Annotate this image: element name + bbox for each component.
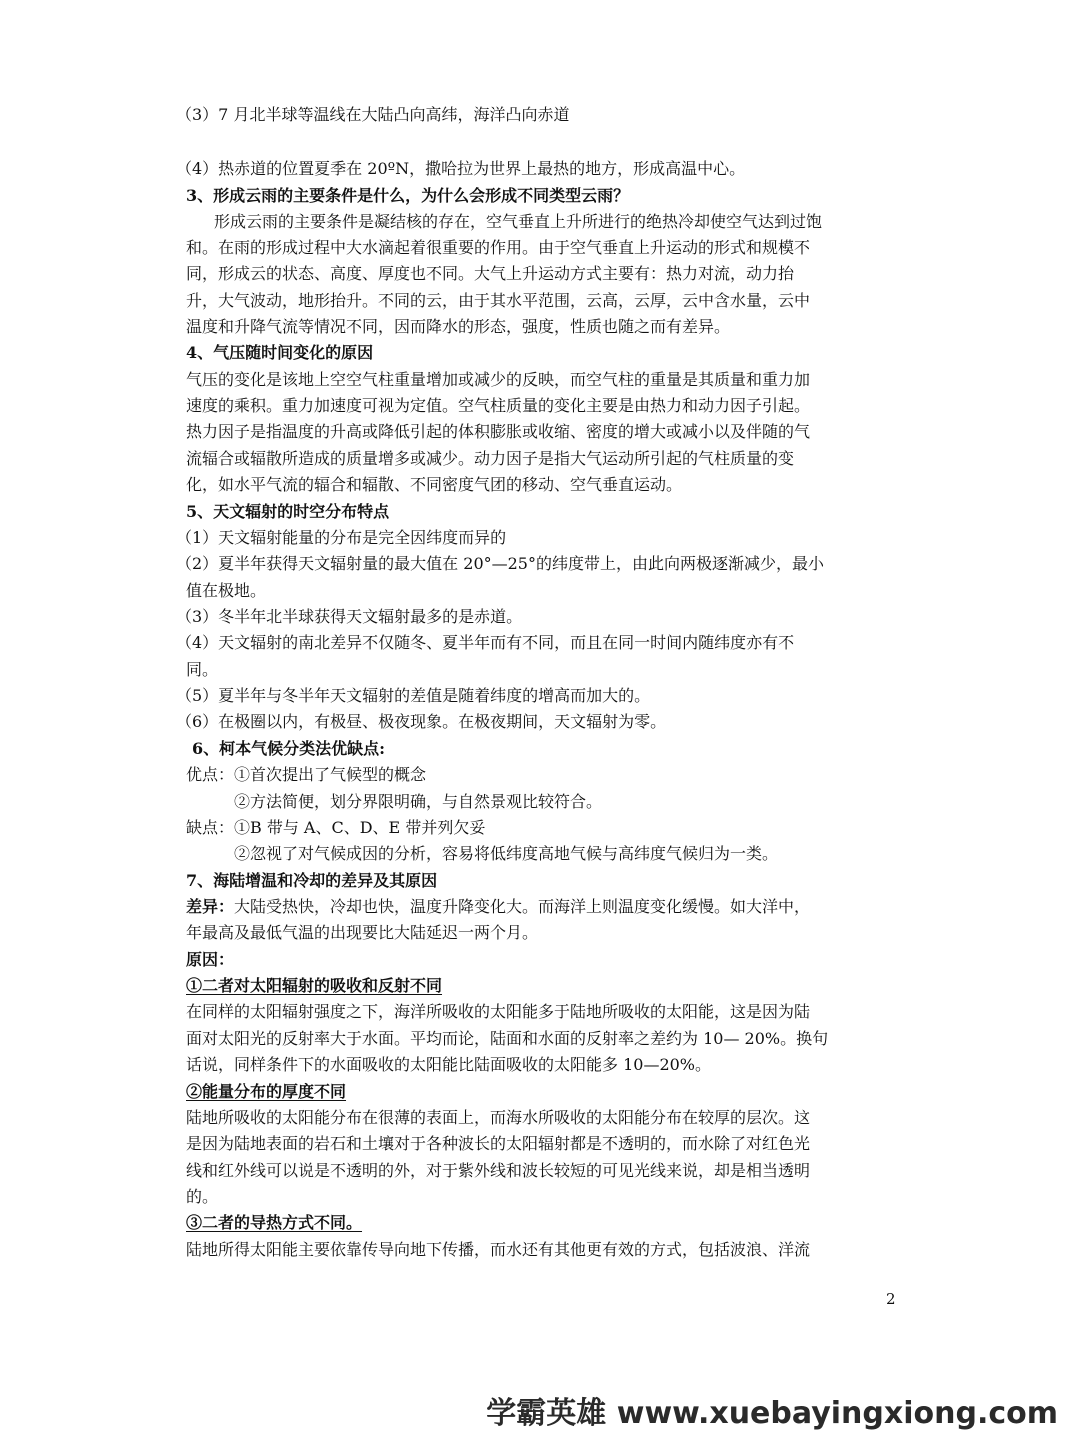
text-line: ②忽视了对气候成因的分析，容易将低纬度高地气候与高纬度气候归为一类。 [234,844,779,863]
text-line: 在同样的太阳辐射强度之下，海洋所吸收的太阳能多于陆地所吸收的太阳能，这是因为陆 [186,1002,811,1021]
text-line: 速度的乘积。重力加速度可视为定值。空气柱质量的变化主要是由热力和动力因子引起。 [186,396,811,415]
text-line: 气压的变化是该地上空空气柱重量增加或减少的反映，而空气柱的重量是其质量和重力加 [186,370,811,389]
text-line: 缺点：①B 带与 A、C、D、E 带并列欠妥 [186,818,486,837]
text-line: （4）天文辐射的南北差异不仅随冬、夏半年而有不同，而且在同一时间内随纬度亦有不 [176,633,795,652]
section-heading: 5、天文辐射的时空分布特点 [186,502,390,521]
text-line: （2）夏半年获得天文辐射量的最大值在 20°—25°的纬度带上，由此向两极逐渐减少，最小 [176,554,824,573]
section-heading: 4、气压随时间变化的原因 [186,343,374,362]
text-line: 化，如水平气流的辐合和辐散、不同密度气团的移动、空气垂直运动。 [186,475,683,494]
diff-label: 差异： [186,897,235,916]
text-line: （6）在极圈以内，有极昼、极夜现象。在极夜期间，天文辐射为零。 [176,712,667,731]
section-heading: 7、海陆增温和冷却的差异及其原因 [186,871,438,890]
text-line: 陆地所得太阳能主要依靠传导向地下传播，而水还有其他更有效的方式，包括波浪、洋流 [186,1240,811,1259]
text-line: 面对太阳光的反射率大于水面。平均而论，陆面和水面的反射率之差约为 10— 20%。换句 [186,1029,829,1048]
sub-heading: ②能量分布的厚度不同 [186,1082,347,1101]
text-line: （1）天文辐射能量的分布是完全因纬度而异的 [176,528,507,547]
sub-heading: ①二者对太阳辐射的吸收和反射不同 [186,976,443,995]
text-line: ②方法简便，划分界限明确，与自然景观比较符合。 [234,792,603,811]
text-line: 热力因子是指温度的升高或降低引起的体积膨胀或收缩、密度的增大或减小以及伴随的气 [186,422,811,441]
text-line: （5）夏半年与冬半年天文辐射的差值是随着纬度的增高而加大的。 [176,686,651,705]
text-line: 线和红外线可以说是不透明的外，对于紫外线和波长较短的可见光线来说，却是相当透明 [186,1161,811,1180]
section-heading: 6、柯本气候分类法优缺点: [192,739,386,758]
text-line: 和。在雨的形成过程中大水滴起着很重要的作用。由于空气垂直上升运动的形式和规模不 [186,238,811,257]
text-line: 年最高及最低气温的出现要比大陆延迟一两个月。 [186,923,539,942]
text-line: （3）7 月北半球等温线在大陆凸向高纬，海洋凸向赤道 [176,105,570,124]
text-line: 陆地所吸收的太阳能分布在很薄的表面上，而海水所吸收的太阳能分布在较厚的层次。这 [186,1108,811,1127]
text-line: 升，大气波动，地形抬升。不同的云，由于其水平范围，云高，云厚，云中含水量，云中 [186,291,811,310]
text-line: （3）冬半年北半球获得天文辐射最多的是赤道。 [176,607,523,626]
text-line: 是因为陆地表面的岩石和土壤对于各种波长的太阳辐射都是不透明的，而水除了对红色光 [186,1134,811,1153]
sub-heading: ③二者的导热方式不同。 [186,1213,363,1232]
sub-heading: 原因： [186,950,235,969]
text-line: 流辐合或辐散所造成的质量增多或减少。动力因子是指大气运动所引起的气柱质量的变 [186,449,795,468]
site-watermark: 学霸英雄 www.xuebayingxiong.com [486,1396,1058,1431]
text-line: 温度和升降气流等情况不同，因而降水的形态，强度，性质也随之而有差异。 [186,317,731,336]
text-line [186,896,810,918]
text-line: （4）热赤道的位置夏季在 20ºN，撒哈拉为世界上最热的地方，形成高温中心。 [176,159,746,178]
text-line: 形成云雨的主要条件是凝结核的存在，空气垂直上升所进行的绝热冷却使空气达到过饱 [214,212,823,231]
text-line: 优点：①首次提出了气候型的概念 [186,765,427,784]
page-number: 2 [886,1290,896,1308]
text-line: 同，形成云的状态、高度、厚度也不同。大气上升运动方式主要有：热力对流，动力抬 [186,264,795,283]
diff-text: 大陆受热快，冷却也快，温度升降变化大。而海洋上则温度变化缓慢。如大洋中， [234,897,811,916]
text-line: 的。 [186,1187,219,1206]
section-heading: 3、形成云雨的主要条件是什么，为什么会形成不同类型云雨？ [186,186,630,205]
text-line: 值在极地。 [186,581,267,600]
text-line: 话说，同样条件下的水面吸收的太阳能比陆面吸收的太阳能多 10—20%。 [186,1055,712,1074]
text-line: 同。 [186,660,219,679]
